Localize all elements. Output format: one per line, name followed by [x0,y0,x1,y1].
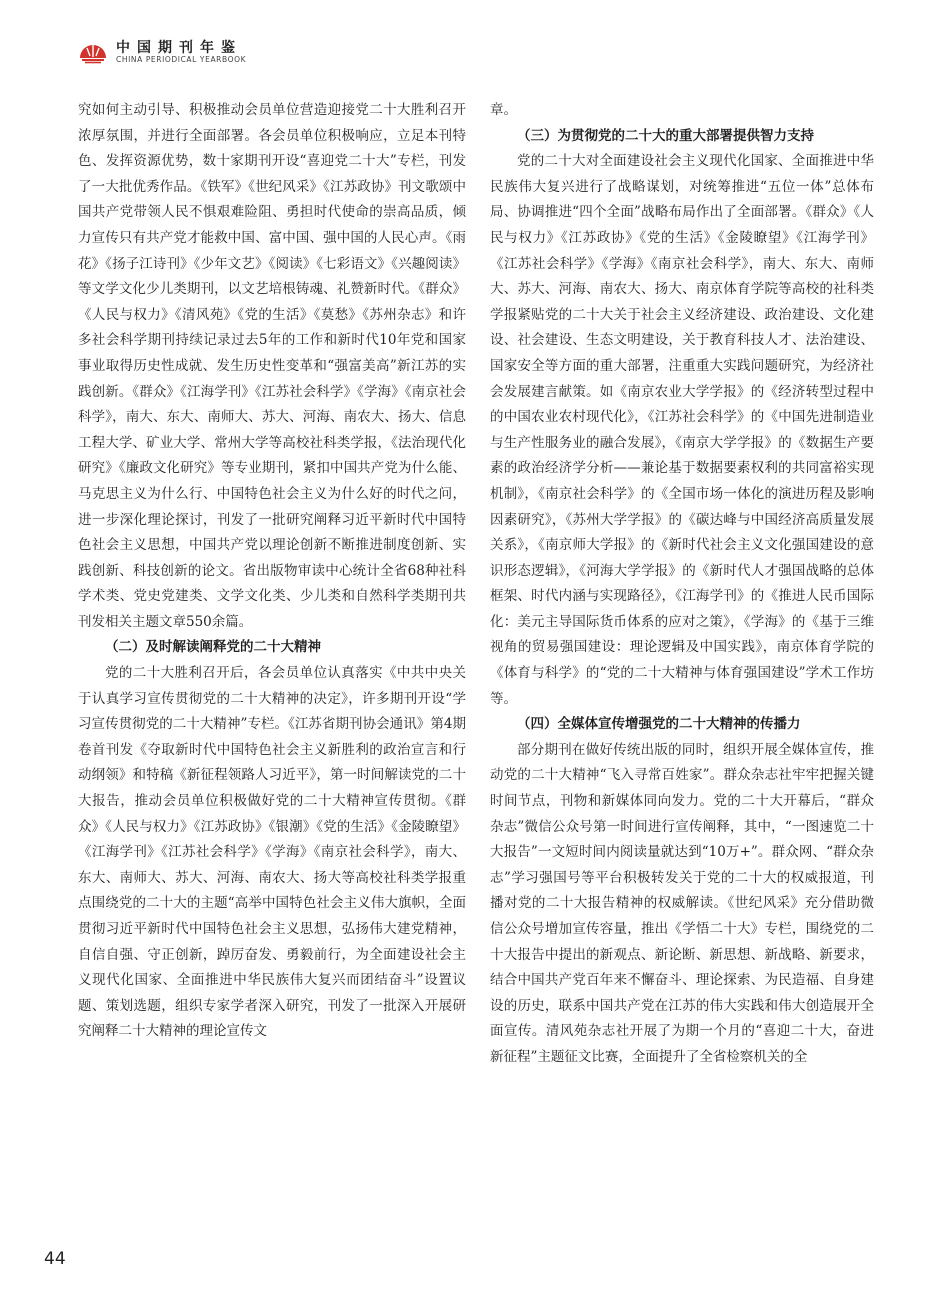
right-column [490,98,874,1071]
yearbook-sunrise-logo-icon [78,36,108,64]
paragraph: 党的二十大对全面建设社会主义现代化国家、全面推进中华民族伟大复兴进行了战略谋划，对统筹推进“五位一体”总体布局、协调推进“四个全面”战略布局作出了全面部署。《群众》《人民与权力》《江苏政协》《党的生活》《金陵瞭望》《江海学刊》《江苏社会科学》《学海》《南京社会科学》，南大、东大、南师大、苏大、河海、南农大、扬大、南京体育学院等高校的社科类学报紧贴党的二十大关于社会主义经济建设、政治建设、文化建设、社会建设、生态文明建设，关于教育科技人才、法治建设、国家安全等方面的重大部署，注重重大实践问题研究，为经济社会发展建言献策。如《南京农业大学学报》的《经济转型过程中的中国农业农村现代化》，《江苏社会科学》的《中国先进制造业与生产性服务业的融合发展》，《南京大学学报》的《数据生产要素的政治经济学分析——兼论基于数据要素权利的共同富裕实现机制》，《南京社会科学》的《全国市场一体化的演进历程及影响因素研究》，《苏州大学学报》的《碳达峰与中国经济高质量发展关系》，《南京师大学报》的《新时代社会主义文化强国建设的意识形态逻辑》，《河海大学学报》的《新时代人才强国战略的总体框架、时代内涵与实现路径》，《江海学刊》的《推进人民币国际化：美元主导国际货币体系的应对之策》，《学海》的《基于三维视角的贸易强国建设：理论逻辑及中国实践》，南京体育学院的《体育与科学》的“党的二十大精神与体育强国建设”学术工作坊等。 [490,153,874,707]
paragraph: 党的二十大胜利召开后，各会员单位认真落实《中共中央关于认真学习宣传贯彻党的二十大精神的决定》，许多期刊开设“学习宣传贯彻党的二十大精神”专栏。《江苏省期刊协会通讯》第4期卷首刊发《夺取新时代中国特色社会主义新胜利的政治宣言和行动纲领》和特稿《新征程领路人习近平》，第一时间解读党的二十大报告，推动会员单位积极做好党的二十大精神宣传贯彻。《群众》《人民与权力》《江苏政协》《银潮》《党的生活》《金陵瞭望》《江海学刊》《江苏社会科学》《学海》《南京社会科学》，南大、东大、南师大、苏大、河海、南农大、扬大等高校社科类学报重点围绕党的二十大的主题“高举中国特色社会主义伟大旗帜，全面贯彻习近平新时代中国特色社会主义思想，弘扬伟大建党精神，自信自强、守正创新，踔厉奋发、勇毅前行，为全面建设社会主义现代化国家、全面推进中华民族伟大复兴而团结奋斗”设置议题、策划选题，组织专家学者深入研究，刊发了一批深入开展研究阐释二十大精神的理论宣传文 [78,665,466,1040]
brand-name-chinese: 中国期刊年鉴 [116,40,242,56]
left-column [78,98,466,1045]
brand-name-english: CHINA PERIODICAL YEARBOOK [116,55,247,64]
section-heading-3: （三）为贯彻党的二十大的重大部署提供智力支持 [517,127,814,144]
section-heading-4: （四）全媒体宣传增强党的二十大精神的传播力 [517,716,801,733]
paragraph-continued: 究如何主动引导、积极推动会员单位营造迎接党二十大胜利召开浓厚氛围，并进行全面部署。各会员单位积极响应，立足本刊特色、发挥资源优势，数十家期刊开设“喜迎党二十大”专栏，刊发了一大批优秀作品。《铁军》《世纪风采》《江苏政协》刊文歌颂中国共产党带领人民不惧艰难险阻、勇担时代使命的崇高品质，倾力宣传只有共产党才能救中国、富中国、强中国的人民心声。《雨花》《扬子江诗刊》《少年文艺》《阅读》《七彩语文》《兴趣阅读》等文学文化少儿类期刊，以文艺培根铸魂、礼赞新时代。《群众》《人民与权力》《清风苑》《党的生活》《莫愁》《苏州杂志》和许多社会科学期刊持续记录过去5年的工作和新时代10年党和国家事业取得历史性成就、发生历史性变革和“强富美高”新江苏的实践创新。《群众》《江海学刊》《江苏社会科学》《学海》《南京社会科学》，南大、东大、南师大、苏大、河海、南农大、扬大、信息工程大学、矿业大学、常州大学等高校社科类学报，《法治现代化研究》《廉政文化研究》等专业期刊，紧扣中国共产党为什么能、马克思主义为什么行、中国特色社会主义为什么好的时代之问，进一步深化理论探讨，刊发了一批研究阐释习近平新时代中国特色社会主义思想，中国共产党以理论创新不断推进制度创新、实践创新、科技创新的论文。省出版物审读中心统计全省68种社科学术类、党史党建类、文学文化类、少儿类和自然科学类期刊共刊发相关主题文章550余篇。 [78,102,466,630]
paragraph: 部分期刊在做好传统出版的同时，组织开展全媒体宣传，推动党的二十大精神“飞入寻常百姓家”。群众杂志社牢牢把握关键时间节点，刊物和新媒体同向发力。党的二十大开幕后，“群众杂志”微信公众号第一时间进行宣传阐释，其中，“一图速览二十大报告”一文短时间内阅读量就达到“10万+”。群众网、“群众杂志”学习强国号等平台积极转发关于党的二十大的权威报道，刊播对党的二十大报告精神的权威解读。《世纪风采》充分借助微信公众号增加宣传容量，推出《学悟二十大》专栏，围绕党的二十大报告中提出的新观点、新论断、新思想、新战略、新要求，结合中国共产党百年来不懈奋斗、理论探索、为民造福、自身建设的历史，联系中国共产党在江苏的伟大实践和伟大创造展开全面宣传。清风苑杂志社开展了为期一个月的“喜迎二十大，奋进新征程”主题征文比赛，全面提升了全省检察机关的全 [490,741,874,1065]
section-heading-2: （二）及时解读阐释党的二十大精神 [105,639,321,656]
page-number: 44 [44,1249,66,1269]
paragraph-continued: 章。 [490,102,517,118]
